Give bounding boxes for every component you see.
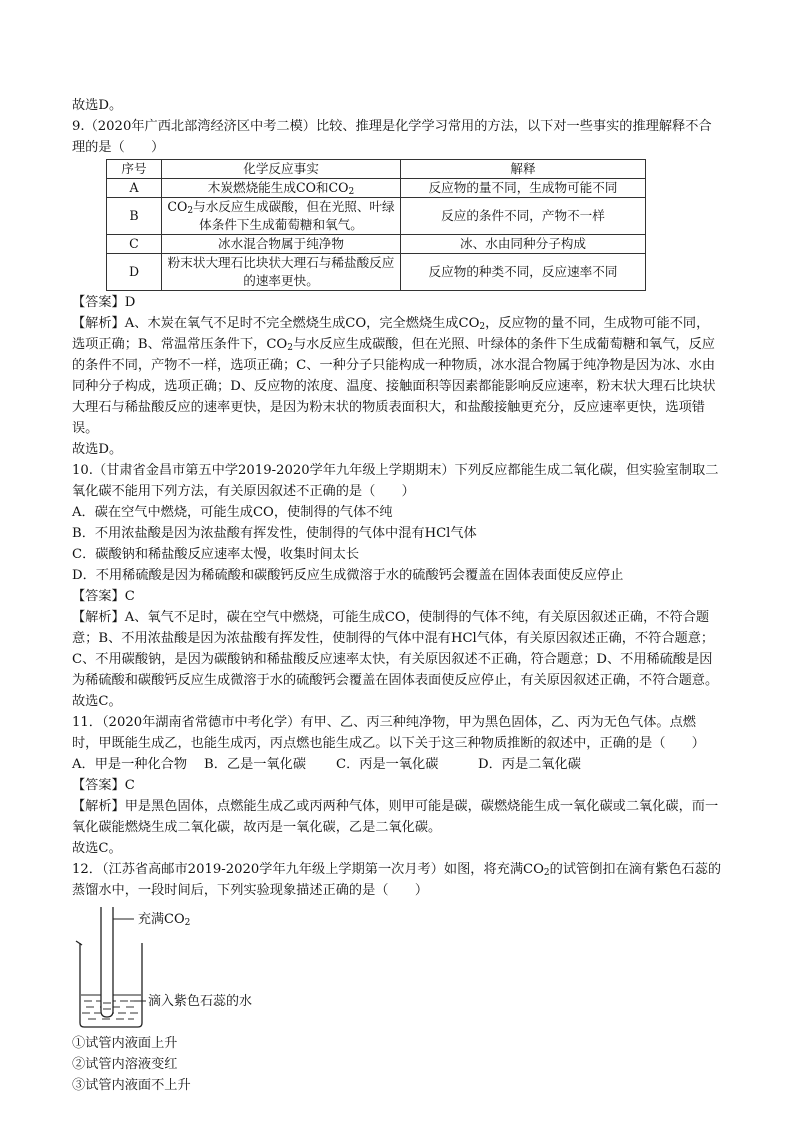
q10-option-b: B．不用浓盐酸是因为浓盐酸有挥发性，使制得的气体中混有HCl气体 (72, 526, 477, 541)
subscript: 2 (543, 868, 550, 878)
analysis-text: ，反应物的量不同，生成物可能不同，选项正确；B、常温常压条件下，CO (72, 316, 710, 352)
q11-option-a: A．甲是一种化合物 (72, 757, 188, 772)
figure-label-top (138, 909, 190, 930)
q10-conclusion: 故选C。 (72, 694, 122, 709)
q11-option-b: B．乙是一氧化碳 (204, 757, 307, 772)
row-fact (162, 179, 401, 198)
q9-answer: 【答案】D (72, 295, 136, 310)
document-page (72, 95, 722, 1096)
q9-table (106, 159, 646, 291)
q9-conclusion: 故选D。 (72, 442, 123, 457)
q9-analysis (72, 313, 722, 439)
q10-answer: 【答案】C (72, 589, 135, 604)
row-fact (162, 198, 401, 235)
subscript: 2 (287, 343, 293, 353)
subscript: 2 (348, 187, 355, 197)
q10-stem: 10.（甘肃省金昌市第五中学2019-2020学年九年级上学期期末）下列反应都能生成二氧化碳，但实验室制取二氧化碳不能用下列方法，有关原因叙述不正确的是（ ） (72, 463, 719, 499)
q10-analysis: 【解析】A、氧气不足时，碳在空气中燃烧，可能生成CO，使制得的气体不纯，有关原因叙述正确，不符合题意；B、不用浓盐酸是因为浓盐酸有挥发性，使制得的气体中混有HCl气体，有关原因叙述正确，不符合题意；C、不用碳酸钠，是因为碳酸钠和稀盐酸反应速率太快，有关原因叙述不正确，符合题意；D、不用稀硫酸是因为稀硫酸和碳酸钙反应生成微溶于水的硫酸钙会覆盖在固体表面使反应停止，有关原因叙述正确，不符合题意。 (72, 610, 719, 688)
header-cell: 化学反应事实 (162, 160, 401, 179)
analysis-text: 【解析】A、木炭在氧气不足时不完全燃烧生成CO，完全燃烧生成CO (72, 316, 480, 331)
test-tube (101, 907, 113, 1017)
row-fact: 粉末状大理石比块状大理石与稀盐酸反应的速率更快。 (162, 254, 401, 291)
row-fact: 冰水混合物属于纯净物 (162, 235, 401, 254)
q11-analysis: 【解析】甲是黑色固体，点燃能生成乙或丙两种气体，则甲可能是碳，碳燃烧能生成一氧化碳或二氧化碳，而一氧化碳能燃烧生成二氧化碳，故丙是一氧化碳，乙是二氧化碳。 (72, 799, 719, 835)
table-row (107, 179, 646, 198)
header-cell: 序号 (107, 160, 162, 179)
row-reason: 反应物的量不同，生成物可能不同 (401, 179, 646, 198)
q12-item-1: ①试管内液面上升 (72, 1036, 178, 1051)
table-row (107, 235, 646, 254)
prev-conclusion: 故选D。 (72, 98, 123, 113)
analysis-text: 与水反应生成碳酸，但在光照、叶绿体的条件下生成葡萄糖和氧气，反应的条件不同，产物不一样，选项正确；C、一种分子只能构成一种物质，冰水混合物属于纯净物是因为冰、水由同种分子构成，选项正确；D、反应物的浓度、温度、接触面积等因素都能影响反应速率，粉末状大理石比块状大理石与稀盐酸反应的速率更快，是因为粉末状的物质表面积大，和盐酸接触更充分，反应速率更快，选项错误。 (72, 337, 716, 436)
subscript: 2 (479, 322, 486, 332)
q10-option-d: D．不用稀硫酸是因为稀硫酸和碳酸钙反应生成微溶于水的硫酸钙会覆盖在固体表面使反应停止 (72, 568, 624, 583)
q11-options (72, 754, 722, 775)
q11-conclusion: 故选C。 (72, 841, 122, 856)
figure-label-bottom: 滴入紫色石蕊的水 (148, 994, 253, 1009)
q11-option-d: D．丙是二氧化碳 (478, 757, 581, 772)
row-id: C (107, 235, 162, 254)
row-id: D (107, 254, 162, 291)
row-reason: 反应物的种类不同，反应速率不同 (401, 254, 646, 291)
label-text: 充满CO (138, 912, 185, 927)
stem-text: 12．（江苏省高邮市2019-2020学年九年级上学期第一次月考）如图，将充满CO (72, 862, 544, 877)
q12-stem (72, 859, 722, 901)
subscript: 2 (187, 206, 194, 216)
row-reason: 冰、水由同种分子构成 (401, 235, 646, 254)
row-reason: 反应的条件不同，产物不一样 (401, 198, 646, 235)
row-id: A (107, 179, 162, 198)
fact-text: CO (167, 199, 188, 214)
experiment-figure (72, 905, 372, 1033)
beaker-lip (76, 941, 82, 945)
q9-stem: 9.（2020年广西北部湾经济区中考二模）比较、推理是化学学习常用的方法，以下对一些事实的推理解释不合理的是（ ） (72, 119, 712, 155)
fact-text: 与水反应生成碳酸，但在光照、叶绿体条件下生成葡萄糖和氧气。 (193, 199, 395, 232)
header-cell: 解释 (401, 160, 646, 179)
q12-item-2: ②试管内溶液变红 (72, 1057, 178, 1072)
q11-option-c: C．丙是一氧化碳 (336, 757, 439, 772)
q9-table-header (107, 160, 646, 179)
table-row (107, 198, 646, 235)
beaker-test-tube-diagram (72, 905, 372, 1033)
subscript: 2 (184, 918, 191, 928)
q11-stem: 11．（2020年湖南省常德市中考化学）有甲、乙、丙三种纯净物，甲为黑色固体，乙、丙为无色气体。点燃时，甲既能生成乙，也能生成丙，丙点燃也能生成乙。以下关于这三种物质推断的叙述中，正确的是（ ） (72, 715, 705, 751)
q10-option-c: C．碳酸钠和稀盐酸反应速率太慢，收集时间太长 (72, 547, 360, 562)
table-row (107, 254, 646, 291)
fact-text: 木炭燃烧能生成CO和CO (207, 180, 349, 195)
q12-item-3: ③试管内液面不上升 (72, 1078, 191, 1093)
q11-answer: 【答案】C (72, 778, 135, 793)
stem-text: 的试管倒扣在滴有紫色石蕊的蒸馏水中，一段时间后，下列实验现象描述正确的是（ ） (72, 862, 722, 898)
row-id: B (107, 198, 162, 235)
q10-option-a: A．碳在空气中燃烧，可能生成CO，使制得的气体不纯 (72, 505, 393, 520)
